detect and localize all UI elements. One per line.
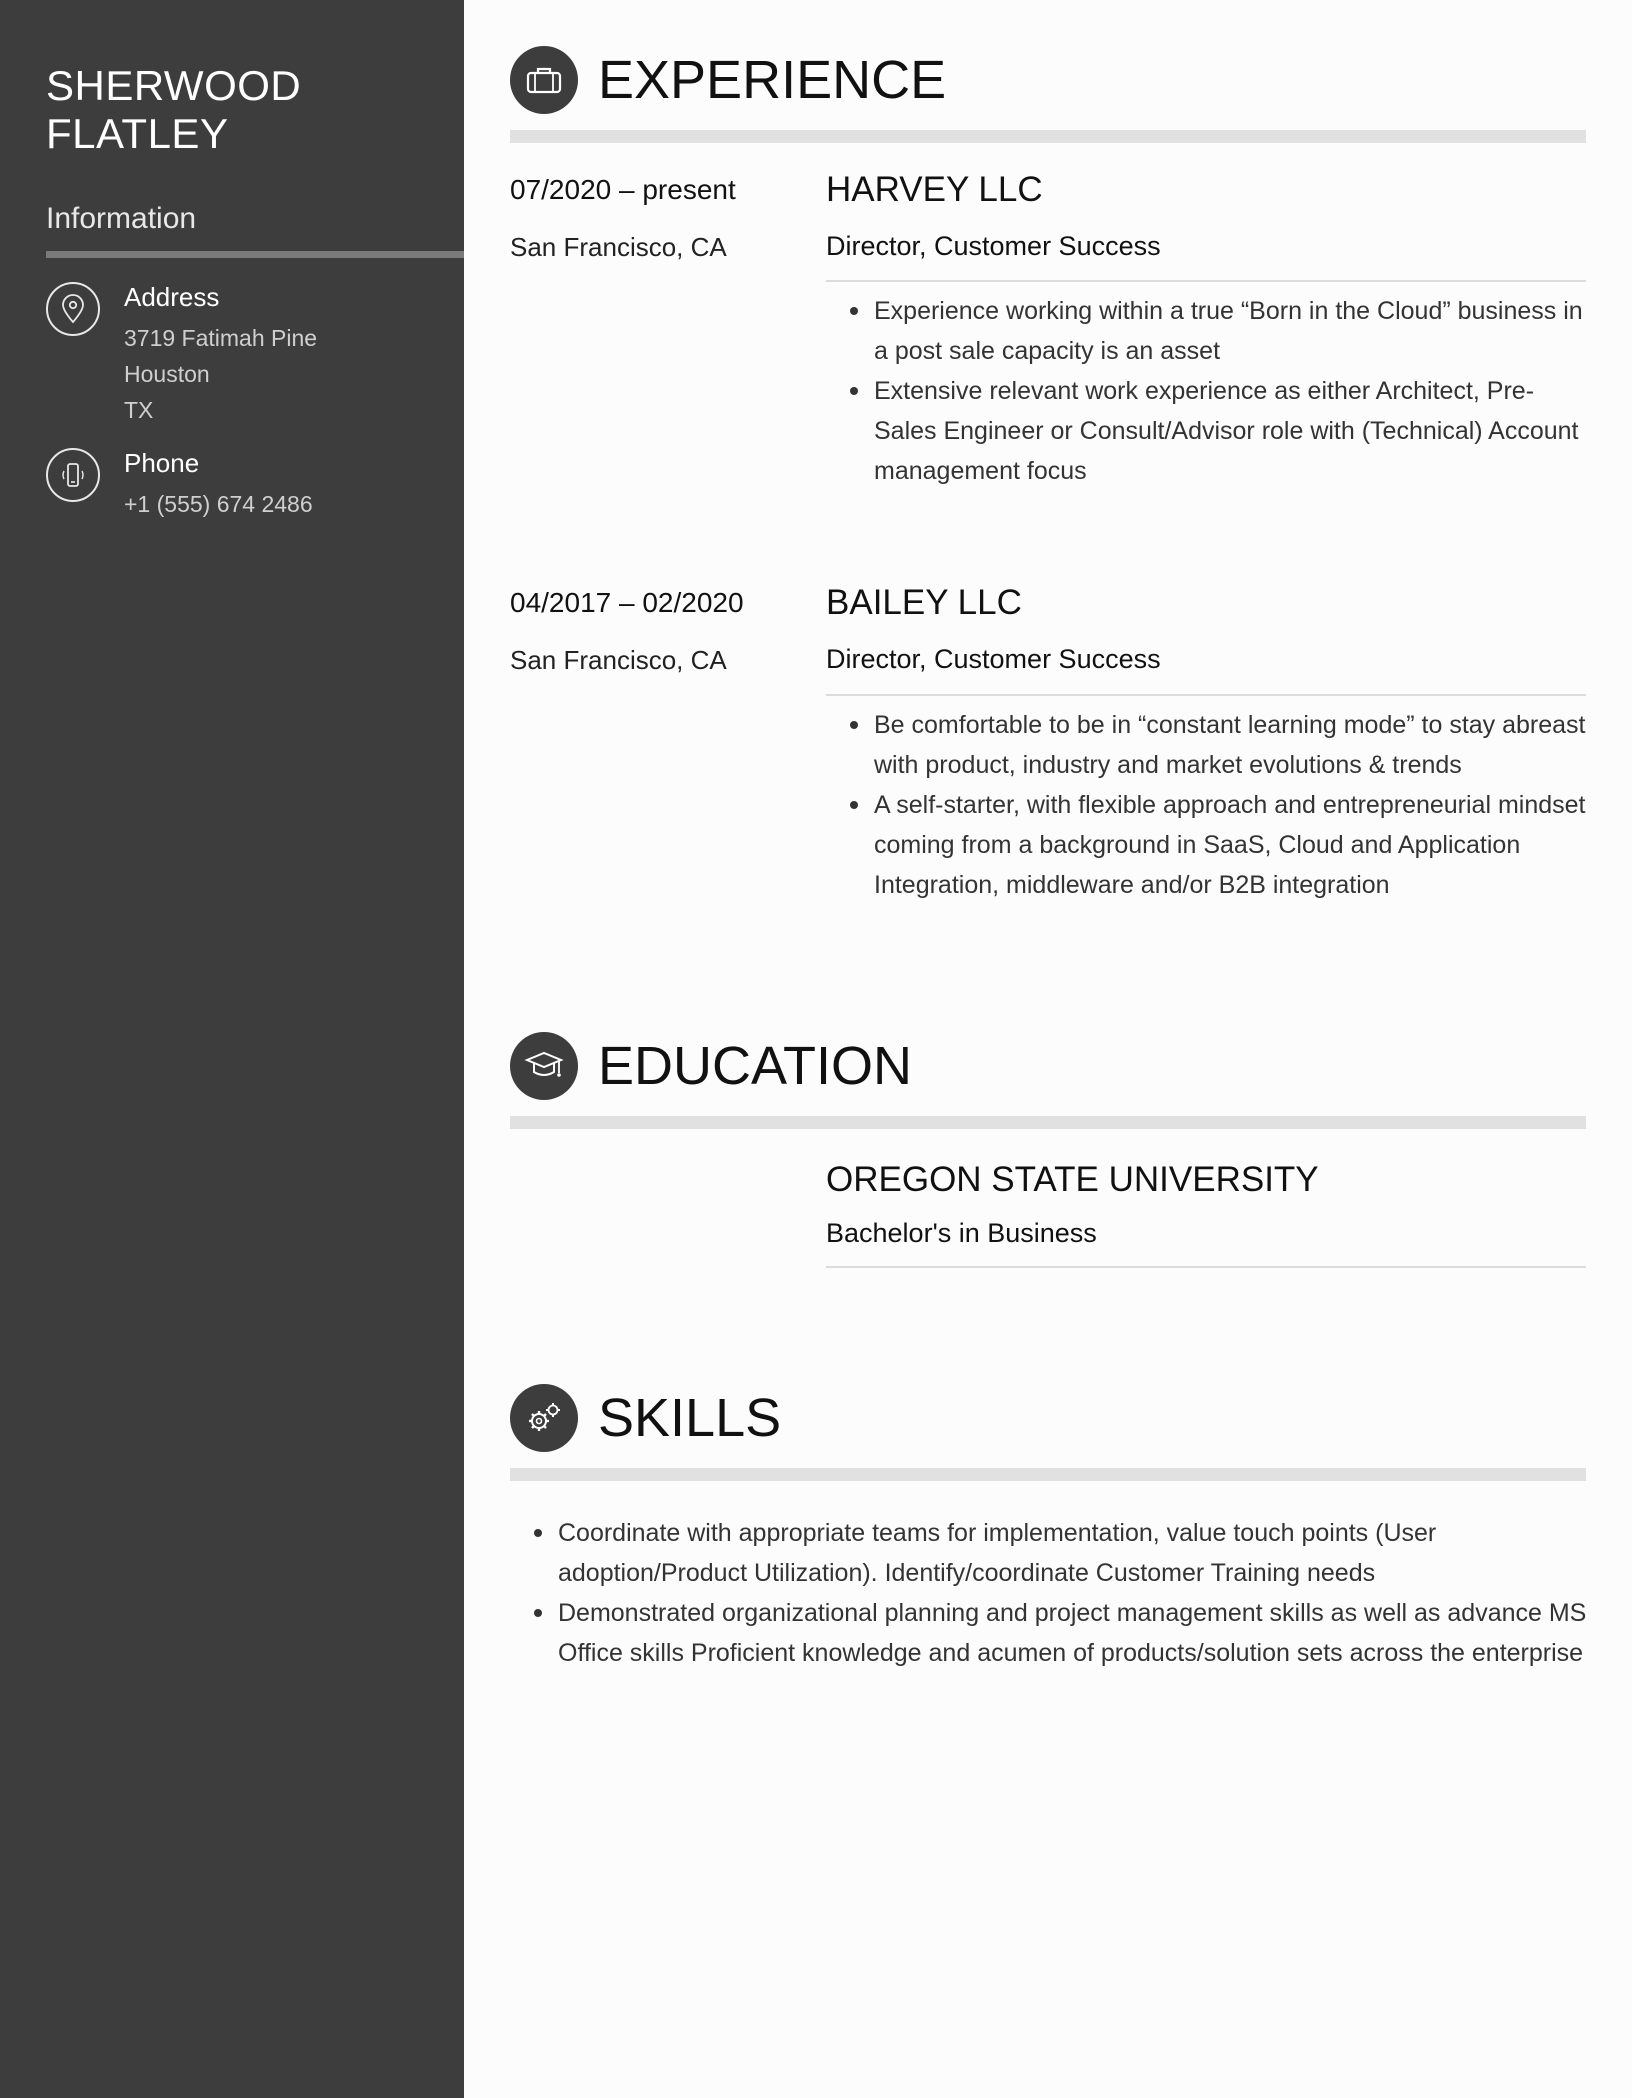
- list-item: Experience working within a true “Born in the Cloud” business in a post sale capacity is an asset: [874, 291, 1594, 371]
- job-2-divider: [826, 694, 1586, 696]
- job-2-company: BAILEY LLC: [826, 583, 1022, 622]
- job-1-dates: 07/2020 – present: [510, 174, 736, 205]
- job-1-company: HARVEY LLC: [826, 170, 1043, 209]
- information-heading: Information: [46, 202, 197, 235]
- sidebar: [0, 0, 464, 2098]
- phone-label: Phone: [124, 448, 200, 478]
- briefcase-icon: [510, 46, 578, 114]
- job-2-role: Director, Customer Success: [826, 644, 1161, 674]
- education-title: EDUCATION: [598, 1036, 913, 1096]
- list-item: Extensive relevant work experience as either Architect, Pre-Sales Engineer or Consult/Advisor role with (Technical) Account management focus: [874, 371, 1594, 491]
- job-1-bullets: [874, 291, 1594, 491]
- name-line-1: SHERWOOD: [46, 62, 302, 109]
- address-label: Address: [124, 282, 220, 312]
- list-item: A self-starter, with flexible approach and entrepreneurial mindset coming from a background in SaaS, Cloud and Application Integration, middleware and/or B2B integration: [874, 785, 1594, 905]
- address-line-1: 3719 Fatimah Pine: [124, 325, 318, 351]
- graduation-cap-icon: [510, 1032, 578, 1100]
- education-divider: [510, 1116, 1586, 1129]
- education-degree: Bachelor's in Business: [826, 1218, 1097, 1248]
- information-divider: [46, 251, 464, 258]
- job-2-location: San Francisco, CA: [510, 645, 727, 675]
- skills-divider: [510, 1468, 1586, 1481]
- education-entry-divider: [826, 1266, 1586, 1268]
- job-2-dates: 04/2017 – 02/2020: [510, 587, 744, 618]
- skills-title: SKILLS: [598, 1388, 782, 1448]
- job-1-location: San Francisco, CA: [510, 232, 727, 262]
- address-line-3: TX: [124, 397, 154, 423]
- phone-value: +1 (555) 674 2486: [124, 491, 313, 517]
- list-item: Coordinate with appropriate teams for implementation, value touch points (User adoption/Product Utilization). Identify/coordinate Customer Training needs: [558, 1513, 1588, 1593]
- job-2-bullets: [874, 705, 1594, 905]
- experience-title: EXPERIENCE: [598, 50, 947, 110]
- name-line-2: FLATLEY: [46, 110, 229, 157]
- location-pin-icon: [46, 282, 100, 336]
- skills-list: [558, 1513, 1588, 1673]
- address-value: [124, 320, 317, 428]
- job-1-role: Director, Customer Success: [826, 231, 1161, 261]
- candidate-name: [46, 62, 301, 158]
- phone-icon: [46, 448, 100, 502]
- experience-divider: [510, 130, 1586, 143]
- list-item: Be comfortable to be in “constant learning mode” to stay abreast with product, industry and market evolutions & trends: [874, 705, 1594, 785]
- gears-icon: [510, 1384, 578, 1452]
- address-line-2: Houston: [124, 361, 210, 387]
- list-item: Demonstrated organizational planning and project management skills as well as advance MS Office skills Proficient knowledge and acumen of products/solution sets across the enterprise: [558, 1593, 1588, 1673]
- education-school: OREGON STATE UNIVERSITY: [826, 1160, 1319, 1199]
- job-1-divider: [826, 280, 1586, 282]
